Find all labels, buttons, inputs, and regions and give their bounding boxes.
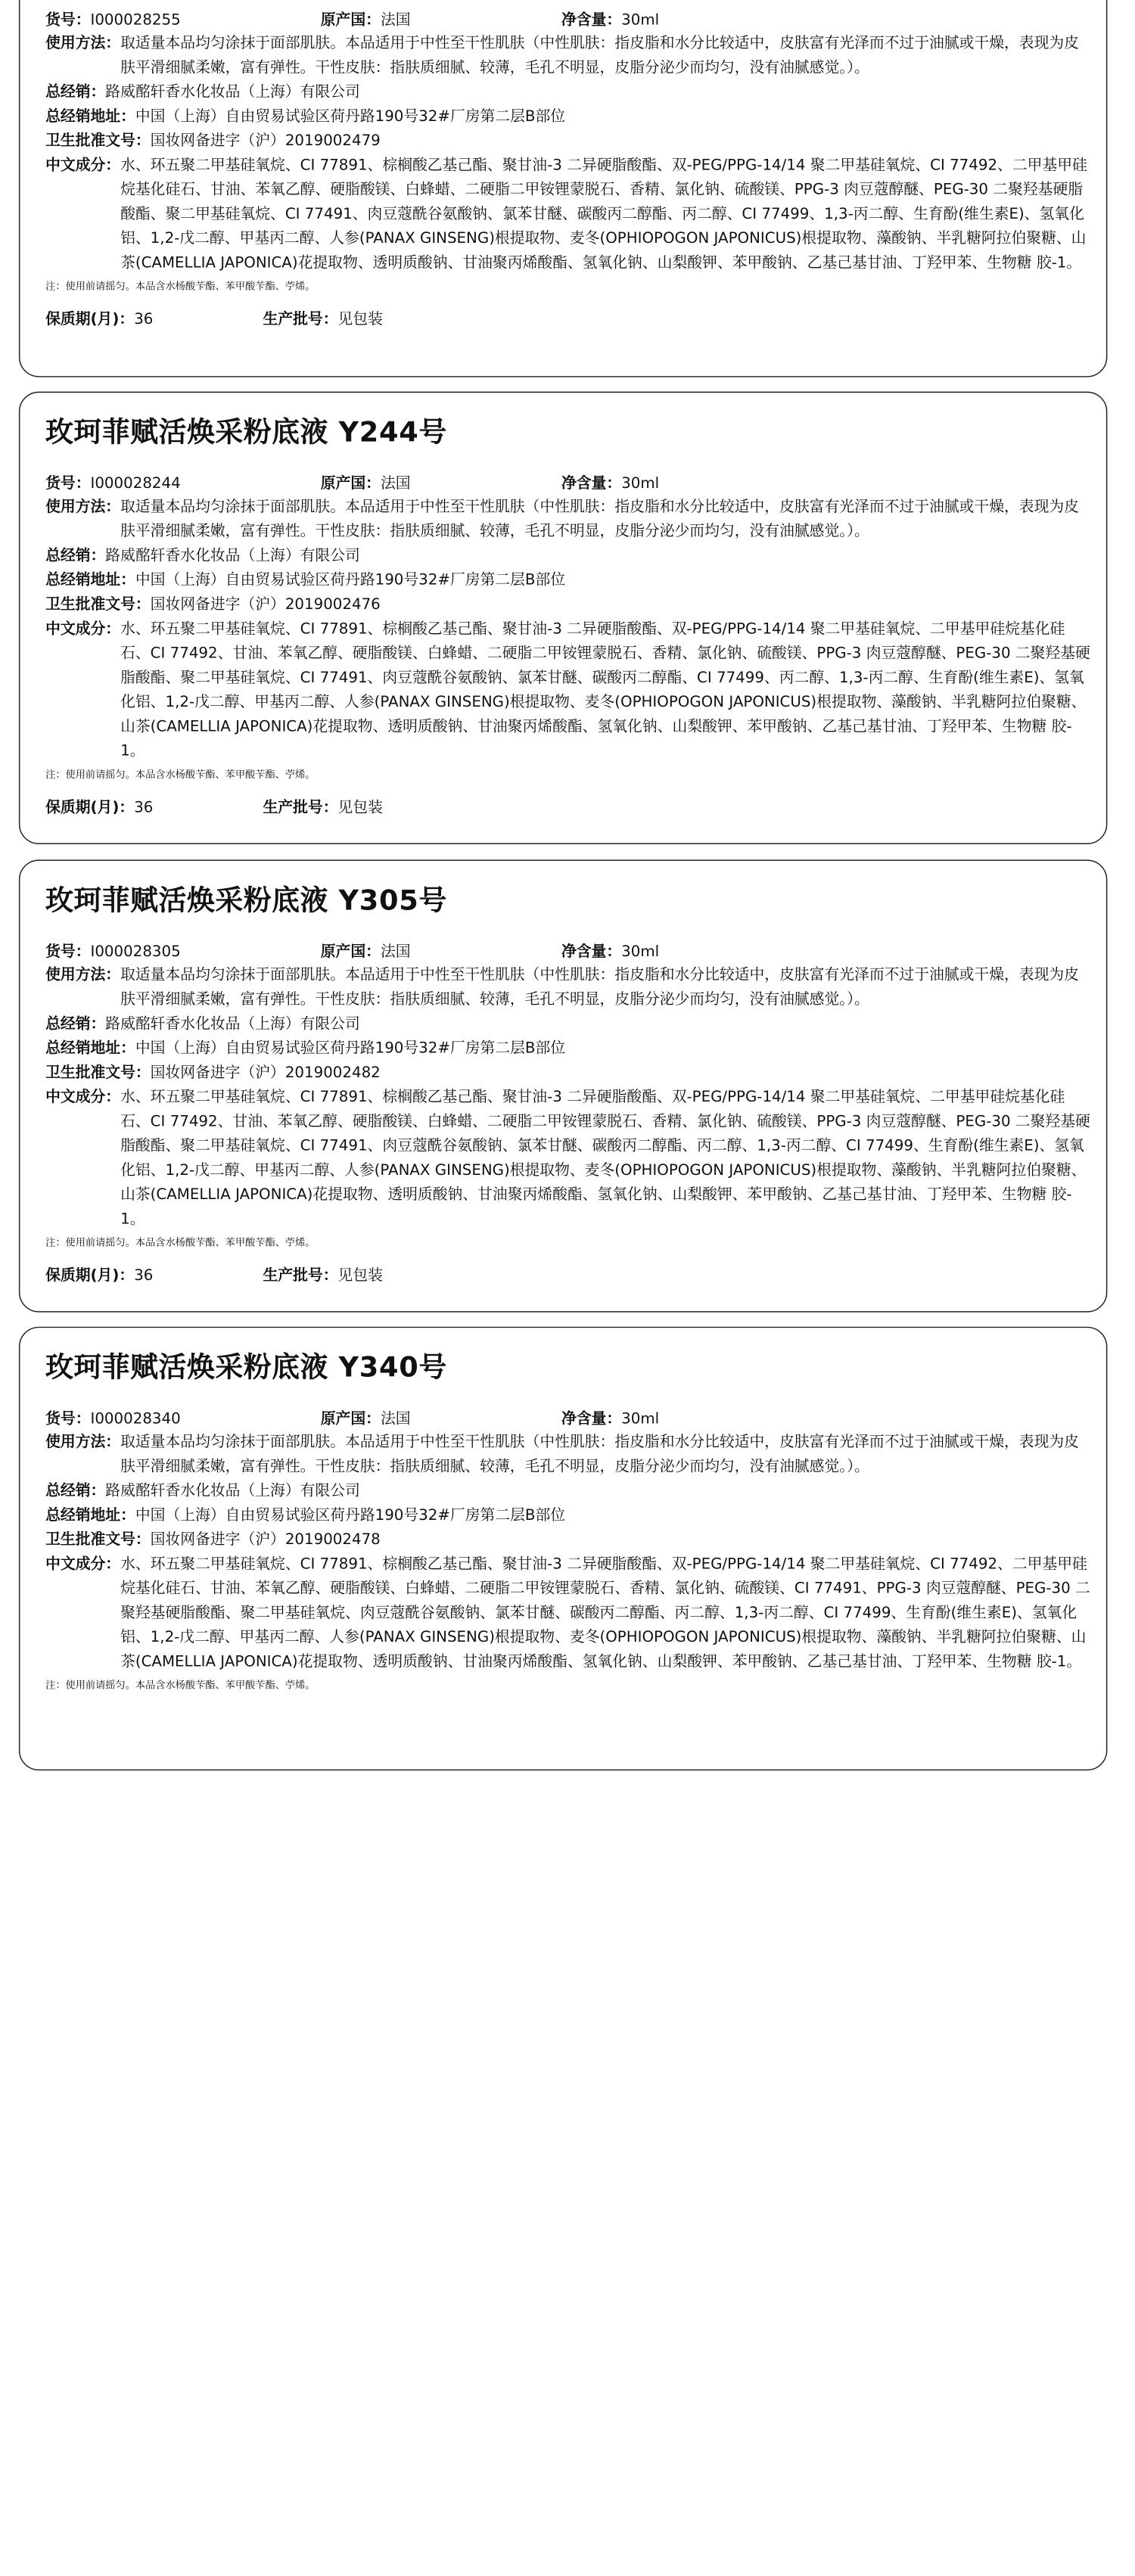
- distributor-row: [45, 1479, 1090, 1503]
- batch-number: [263, 794, 383, 816]
- origin-country-value: 法国: [380, 474, 411, 493]
- distributor-address-label: 总经销地址：: [45, 1506, 135, 1524]
- distributor-address-label: 总经销地址：: [45, 107, 135, 126]
- ingredients-value: 水、环五聚二甲基硅氧烷、CI 77891、棕榈酸乙基己酯、聚甘油-3 二异硬脂酸酯、双-PEG/PPG-14/14 聚二甲基硅氧烷、CI 77492、二甲基甲硅烷基化硅石、甘油、苯氧乙醇、硬脂酸镁、白蜂蜡、二硬脂二甲铵锂蒙脱石、香精、氯化钠、硫酸镁、PPG-3 肉豆蔻醇醚、PEG-30 二聚羟基硬脂酸酯、聚二甲基硅氧烷、CI 77491、肉豆蔻酰谷氨酸钠、氯苯甘醚、碳酸丙二醇酯、丙二醇、CI 77499、1,3-丙二醇、生育酚(维生素E)、氢氧化铝、1,2-戊二醇、甲基丙二醇、人参(PANAX GINSENG)根提取物、麦冬(OPHIOPOGON JAPONICUS)根提取物、藻酸钠、半乳糖阿拉伯聚糖、山茶(CAMELLIA JAPONICA)花提取物、透明质酸钠、甘油聚丙烯酸酯、氢氧化钠、山梨酸钾、苯甲酸钠、乙基己基甘油、丁羟甲苯、生物糖 胶-1。: [120, 156, 1087, 272]
- usage-note: 注：使用前请摇匀。本品含水杨酸苄酯、苯甲酸苄酯、苧烯。: [45, 1238, 316, 1250]
- batch-number-label: 生产批号：: [263, 1266, 338, 1285]
- shelf-life-value: 36: [134, 798, 154, 817]
- approval-number-value: 国妆网备进字（沪）2019002479: [150, 132, 381, 150]
- net-volume-label: 净含量：: [561, 11, 622, 30]
- meta-line: [45, 7, 1090, 31]
- distributor-value: 路威酩轩香水化妆品（上海）有限公司: [105, 1481, 360, 1500]
- usage-row: [45, 495, 1090, 544]
- batch-number: [263, 1263, 383, 1285]
- origin-country-label: 原产国：: [320, 943, 381, 961]
- ingredients-label: 中文成分：: [45, 1555, 121, 1574]
- approval-number-row: [45, 1527, 1090, 1552]
- origin-country: [321, 938, 411, 960]
- item-number: [45, 1406, 181, 1428]
- shelf-life-label: 保质期(月)：: [45, 310, 135, 329]
- usage-label: 使用方法：: [45, 498, 121, 516]
- distributor-row: [45, 80, 1090, 104]
- origin-country-value: 法国: [380, 11, 411, 30]
- distributor-address-label: 总经销地址：: [45, 571, 135, 589]
- ingredients-label: 中文成分：: [45, 156, 121, 175]
- item-number-label: 货号：: [45, 943, 91, 961]
- net-volume-value: 30ml: [621, 943, 660, 961]
- item-number: [45, 7, 181, 29]
- approval-number-label: 卫生批准文号：: [45, 1530, 151, 1549]
- ingredients-row: [45, 153, 1090, 275]
- product-info: [45, 471, 1090, 821]
- usage-value: 取适量本品均匀涂抹于面部肌肤。本品适用于中性至干性肌肤（中性肌肤：指皮脂和水分比较适中，皮肤富有光泽而不过于油腻或干燥，表现为皮肤平滑细腻柔嫩，富有弹性。干性皮肤：指肤质细腻、较薄，毛孔不明显，皮脂分泌少而均匀，没有油腻感觉。）。: [120, 498, 1079, 541]
- distributor-value: 路威酩轩香水化妆品（上海）有限公司: [105, 82, 360, 101]
- shelf-life-label: 保质期(月)：: [45, 1266, 135, 1285]
- origin-country: [321, 7, 411, 29]
- usage-label: 使用方法：: [45, 1433, 121, 1451]
- item-number-label: 货号：: [45, 474, 91, 493]
- meta-line: [45, 938, 1090, 962]
- batch-number-value: 见包装: [337, 1266, 383, 1285]
- net-volume-value: 30ml: [621, 474, 660, 493]
- batch-number-label: 生产批号：: [263, 798, 338, 817]
- approval-number-value: 国妆网备进字（沪）2019002476: [150, 595, 381, 614]
- distributor-address-value: 中国（上海）自由贸易试验区荷丹路190号32#厂房第二层B部位: [135, 1506, 566, 1524]
- usage-value: 取适量本品均匀涂抹于面部肌肤。本品适用于中性至干性肌肤（中性肌肤：指皮脂和水分比较适中，皮肤富有光泽而不过于油腻或干燥，表现为皮肤平滑细腻柔嫩，富有弹性。干性皮肤：指肤质细腻、较薄，毛孔不明显，皮脂分泌少而均匀，没有油腻感觉。）。: [120, 34, 1079, 77]
- ingredients-row: [45, 617, 1090, 763]
- distributor-label: 总经销：: [45, 82, 106, 101]
- usage-value: 取适量本品均匀涂抹于面部肌肤。本品适用于中性至干性肌肤（中性肌肤：指皮脂和水分比较适中，皮肤富有光泽而不过于油腻或干燥，表现为皮肤平滑细腻柔嫩，富有弹性。干性皮肤：指肤质细腻、较薄，毛孔不明显，皮脂分泌少而均匀，没有油腻感觉。）。: [120, 966, 1079, 1008]
- footer-line: [45, 1263, 1090, 1289]
- batch-number: [263, 306, 383, 328]
- product-info: [45, 938, 1090, 1288]
- item-number: [45, 938, 181, 960]
- usage-row: [45, 31, 1090, 80]
- approval-number-label: 卫生批准文号：: [45, 1064, 151, 1082]
- distributor-address-value: 中国（上海）自由贸易试验区荷丹路190号32#厂房第二层B部位: [135, 107, 566, 126]
- approval-number-value: 国妆网备进字（沪）2019002478: [150, 1530, 381, 1549]
- distributor-address-row: [45, 1036, 1090, 1061]
- distributor-address-row: [45, 104, 1090, 129]
- net-volume-label: 净含量：: [561, 474, 622, 493]
- product-title: 玫珂菲赋活焕采粉底液 Y244号: [45, 415, 447, 449]
- origin-country: [321, 471, 411, 493]
- origin-country-label: 原产国：: [320, 474, 381, 493]
- item-number-label: 货号：: [45, 11, 91, 30]
- product-card: [19, 1327, 1107, 1771]
- origin-country-value: 法国: [380, 1409, 411, 1428]
- shelf-life: [45, 306, 153, 328]
- ingredients-row: [45, 1085, 1090, 1232]
- approval-number-label: 卫生批准文号：: [45, 132, 151, 150]
- net-volume-label: 净含量：: [561, 1409, 622, 1428]
- batch-number-value: 见包装: [337, 310, 383, 329]
- distributor-address-row: [45, 1503, 1090, 1527]
- origin-country-value: 法国: [380, 943, 411, 961]
- origin-country-label: 原产国：: [320, 1409, 381, 1428]
- ingredients-value: 水、环五聚二甲基硅氧烷、CI 77891、棕榈酸乙基己酯、聚甘油-3 二异硬脂酸酯、双-PEG/PPG-14/14 聚二甲基硅氧烷、二甲基甲硅烷基化硅石、CI 77492、甘油、苯氧乙醇、硬脂酸镁、白蜂蜡、二硬脂二甲铵锂蒙脱石、香精、氯化钠、硫酸镁、PPG-3 肉豆蔻醇醚、PEG-30 二聚羟基硬脂酸酯、聚二甲基硅氧烷、CI 77491、肉豆蔻酰谷氨酸钠、氯苯甘醚、碳酸丙二醇酯、CI 77499、丙二醇、1,3-丙二醇、生育酚(维生素E)、氢氧化铝、1,2-戊二醇、甲基丙二醇、人参(PANAX GINSENG)根提取物、麦冬(OPHIOPOGON JAPONICUS)根提取物、藻酸钠、半乳糖阿拉伯聚糖、山茶(CAMELLIA JAPONICA)花提取物、透明质酸钠、甘油聚丙烯酸酯、氢氧化钠、山梨酸钾、苯甲酸钠、乙基己基甘油、丁羟甲苯、生物糖 胶-1。: [120, 620, 1090, 760]
- product-title: 玫珂菲赋活焕采粉底液 Y305号: [45, 884, 447, 917]
- net-volume-value: 30ml: [621, 1409, 660, 1428]
- footer-line: [45, 794, 1090, 821]
- item-number-value: I000028244: [90, 474, 181, 493]
- item-number-value: I000028255: [90, 11, 181, 30]
- net-volume-label: 净含量：: [561, 943, 622, 961]
- product-card: [19, 392, 1107, 844]
- approval-number-row: [45, 592, 1090, 617]
- usage-label: 使用方法：: [45, 34, 121, 52]
- usage-value: 取适量本品均匀涂抹于面部肌肤。本品适用于中性至干性肌肤（中性肌肤：指皮脂和水分比较适中，皮肤富有光泽而不过于油腻或干燥，表现为皮肤平滑细腻柔嫩，富有弹性。干性皮肤：指肤质细腻、较薄，毛孔不明显，皮脂分泌少而均匀，没有油腻感觉。）。: [120, 1433, 1079, 1476]
- shelf-life-value: 36: [134, 1266, 154, 1285]
- distributor-label: 总经销：: [45, 1481, 106, 1500]
- approval-number-row: [45, 129, 1090, 153]
- shelf-life-value: 36: [134, 310, 154, 329]
- product-card: [19, 859, 1107, 1312]
- usage-row: [45, 1430, 1090, 1479]
- ingredients-label: 中文成分：: [45, 1088, 121, 1106]
- distributor-value: 路威酩轩香水化妆品（上海）有限公司: [105, 1015, 360, 1033]
- shelf-life-label: 保质期(月)：: [45, 798, 135, 817]
- shelf-life: [45, 1263, 153, 1285]
- batch-number-label: 生产批号：: [263, 310, 338, 329]
- product-info: [45, 1406, 1090, 1696]
- usage-note: 注：使用前请摇匀。本品含水杨酸苄酯、苯甲酸苄酯、苧烯。: [45, 281, 316, 294]
- distributor-value: 路威酩轩香水化妆品（上海）有限公司: [105, 546, 360, 565]
- shelf-life: [45, 794, 153, 816]
- meta-line: [45, 471, 1090, 495]
- footer-line: [45, 306, 1090, 333]
- approval-number-row: [45, 1061, 1090, 1085]
- product-card: [19, 0, 1107, 378]
- item-number-label: 货号：: [45, 1409, 91, 1428]
- approval-number-label: 卫生批准文号：: [45, 595, 151, 614]
- usage-note: 注：使用前请摇匀。本品含水杨酸苄酯、苯甲酸苄酯、苧烯。: [45, 769, 316, 782]
- net-volume: [561, 938, 659, 960]
- net-volume: [561, 1406, 659, 1428]
- net-volume-value: 30ml: [621, 11, 660, 30]
- usage-label: 使用方法：: [45, 966, 121, 984]
- meta-line: [45, 1406, 1090, 1430]
- origin-country-label: 原产国：: [320, 11, 381, 30]
- distributor-row: [45, 1011, 1090, 1036]
- distributor-label: 总经销：: [45, 546, 106, 565]
- distributor-address-label: 总经销地址：: [45, 1039, 135, 1058]
- distributor-address-value: 中国（上海）自由贸易试验区荷丹路190号32#厂房第二层B部位: [135, 1039, 566, 1058]
- distributor-address-row: [45, 568, 1090, 592]
- ingredients-label: 中文成分：: [45, 620, 121, 639]
- ingredients-value: 水、环五聚二甲基硅氧烷、CI 77891、棕榈酸乙基己酯、聚甘油-3 二异硬脂酸酯、双-PEG/PPG-14/14 聚二甲基硅氧烷、CI 77492、二甲基甲硅烷基化硅石、甘油、苯氧乙醇、硬脂酸镁、白蜂蜡、二硬脂二甲铵锂蒙脱石、香精、氯化钠、硫酸镁、CI 77491、PPG-3 肉豆蔻醇醚、PEG-30 二聚羟基硬脂酸酯、聚二甲基硅氧烷、肉豆蔻酰谷氨酸钠、氯苯甘醚、碳酸丙二醇酯、丙二醇、1,3-丙二醇、CI 77499、生育酚(维生素E)、氢氧化铝、1,2-戊二醇、甲基丙二醇、人参(PANAX GINSENG)根提取物、麦冬(OPHIOPOGON JAPONICUS)根提取物、藻酸钠、半乳糖阿拉伯聚糖、山茶(CAMELLIA JAPONICA)花提取物、透明质酸钠、甘油聚丙烯酸酯、氢氧化钠、山梨酸钾、苯甲酸钠、乙基己基甘油、丁羟甲苯、生物糖 胶-1。: [120, 1555, 1090, 1671]
- item-number: [45, 471, 181, 493]
- origin-country: [321, 1406, 411, 1428]
- distributor-label: 总经销：: [45, 1015, 106, 1033]
- usage-row: [45, 963, 1090, 1012]
- item-number-value: I000028305: [90, 943, 181, 961]
- distributor-address-value: 中国（上海）自由贸易试验区荷丹路190号32#厂房第二层B部位: [135, 571, 566, 589]
- net-volume: [561, 471, 659, 493]
- ingredients-row: [45, 1552, 1090, 1673]
- item-number-value: I000028340: [90, 1409, 181, 1428]
- batch-number-value: 见包装: [337, 798, 383, 817]
- product-info: [45, 7, 1090, 333]
- approval-number-value: 国妆网备进字（沪）2019002482: [150, 1064, 381, 1082]
- net-volume: [561, 7, 659, 29]
- usage-note: 注：使用前请摇匀。本品含水杨酸苄酯、苯甲酸苄酯、苧烯。: [45, 1680, 316, 1692]
- distributor-row: [45, 543, 1090, 567]
- product-title: 玫珂菲赋活焕采粉底液 Y340号: [45, 1350, 447, 1384]
- ingredients-value: 水、环五聚二甲基硅氧烷、CI 77891、棕榈酸乙基己酯、聚甘油-3 二异硬脂酸酯、双-PEG/PPG-14/14 聚二甲基硅氧烷、二甲基甲硅烷基化硅石、CI 77492、甘油、苯氧乙醇、硬脂酸镁、白蜂蜡、二硬脂二甲铵锂蒙脱石、香精、氯化钠、硫酸镁、PPG-3 肉豆蔻醇醚、PEG-30 二聚羟基硬脂酸酯、聚二甲基硅氧烷、CI 77491、肉豆蔻酰谷氨酸钠、氯苯甘醚、碳酸丙二醇酯、丙二醇、1,3-丙二醇、CI 77499、生育酚(维生素E)、氢氧化铝、1,2-戊二醇、甲基丙二醇、人参(PANAX GINSENG)根提取物、麦冬(OPHIOPOGON JAPONICUS)根提取物、藻酸钠、半乳糖阿拉伯聚糖、山茶(CAMELLIA JAPONICA)花提取物、透明质酸钠、甘油聚丙烯酸酯、氢氧化钠、山梨酸钾、苯甲酸钠、乙基己基甘油、丁羟甲苯、生物糖 胶-1。: [120, 1088, 1090, 1229]
